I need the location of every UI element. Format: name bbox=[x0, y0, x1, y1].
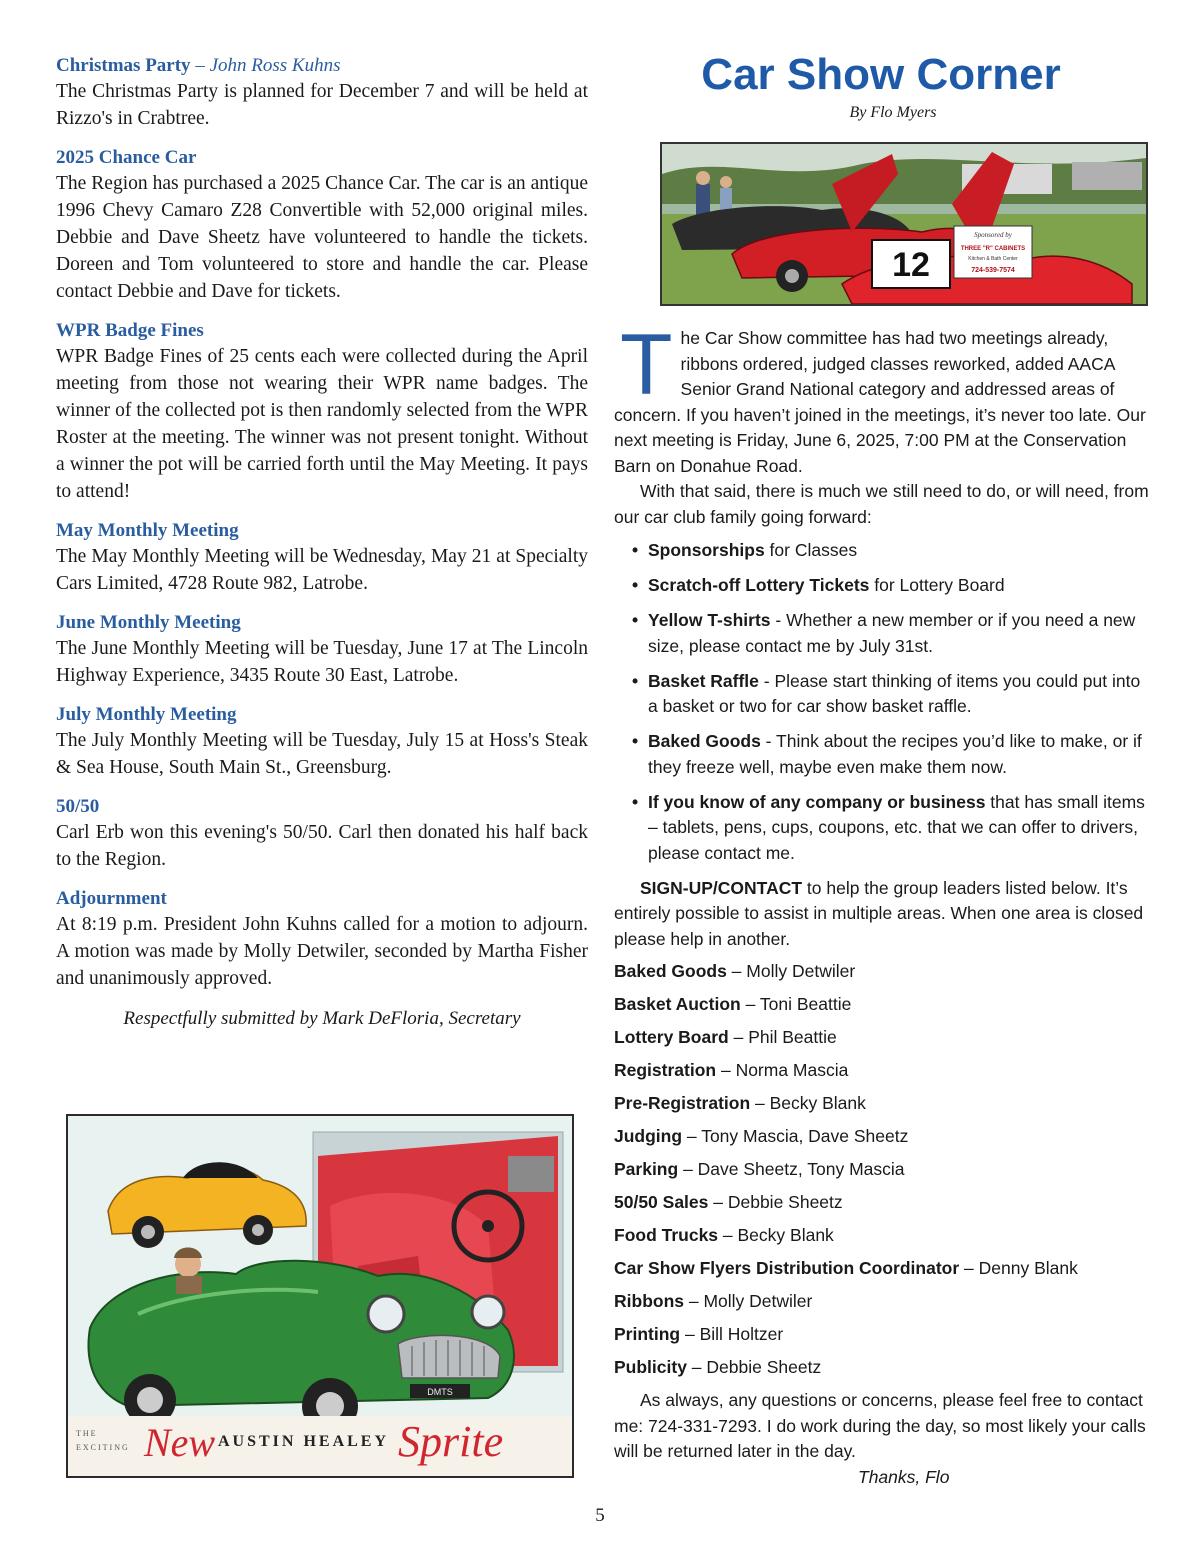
section-body: The July Monthly Meeting will be Tuesday, July 15 at Hoss's Steak & Sea House, South Main St., Greensburg. bbox=[56, 730, 588, 778]
role-row: Car Show Flyers Distribution Coordinator – Denny Blank bbox=[614, 1258, 1078, 1278]
section-body: WPR Badge Fines of 25 cents each were collected during the April meeting from those not wearing their WPR name badges. The winner of the collected pot is then randomly selected from the WPR Roster at the meeting. The winner was not present tonight. Without a winner the pot will be carried forth until the May Meeting. It pays to attend! bbox=[56, 346, 588, 502]
sponsor-sign-line1: Sponsored by bbox=[974, 231, 1012, 239]
car-show-photo bbox=[660, 142, 1148, 306]
page-title: Car Show Corner bbox=[701, 50, 1061, 99]
sponsor-sign-line4: 724-539-7574 bbox=[971, 267, 1015, 274]
list-item: • Basket Raffle - Please start thinking of items you could put into a basket or two for car show basket raffle. bbox=[614, 669, 1150, 720]
poster-new-text: New bbox=[144, 1420, 216, 1465]
license-plate-text: DMTS bbox=[427, 1387, 453, 1397]
role-row: Printing – Bill Holtzer bbox=[614, 1324, 784, 1344]
intro-paragraph bbox=[614, 317, 1150, 479]
sponsor-sign-line3: Kitchen & Bath Center bbox=[968, 256, 1018, 262]
section-body: The May Monthly Meeting will be Wednesday, May 21 at Specialty Cars Limited, 4728 Route 982, Latrobe. bbox=[56, 546, 588, 594]
section-author: – John Ross Kuhns bbox=[190, 55, 341, 76]
secretary-signature: Respectfully submitted by Mark DeFloria, Secretary bbox=[123, 1008, 521, 1029]
group-leaders-list bbox=[614, 959, 1150, 1381]
role-row: Registration – Norma Mascia bbox=[614, 1060, 849, 1080]
section-body: The Region has purchased a 2025 Chance Car. The car is an antique 1996 Chevy Camaro Z28 Convertible with 52,000 original miles. Debbie and Dave Sheetz have volunteered to handle the tickets. Doreen and Tom volunteered to store and handle the car. Please contact Debbie and Dave for tickets. bbox=[56, 173, 588, 302]
role-row: Parking – Dave Sheetz, Tony Mascia bbox=[614, 1159, 905, 1179]
section-heading: Adjournment bbox=[56, 888, 167, 909]
christmas-section bbox=[56, 54, 588, 132]
signup-paragraph: SIGN-UP/CONTACT to help the group leaders listed below. It’s entirely possible to assist in multiple areas. When one area is closed please help in another. bbox=[614, 877, 1144, 949]
section-body: At 8:19 p.m. President John Kuhns called for a motion to adjourn. A motion was made by Molly Detwiler, seconded by Martha Fisher and unanimously approved. bbox=[56, 914, 588, 989]
role-row: 50/50 Sales – Debbie Sheetz bbox=[614, 1192, 843, 1212]
car-show-corner-header bbox=[612, 48, 1150, 122]
july-meeting-section bbox=[56, 703, 588, 781]
adjournment-section bbox=[56, 887, 588, 992]
poster-austin-healey-text: AUSTIN HEALEY bbox=[218, 1433, 390, 1450]
car-number-card: 12 bbox=[892, 246, 930, 284]
car-show-article bbox=[614, 317, 1150, 1490]
section-heading: 50/50 bbox=[56, 796, 100, 817]
sprite-illustration bbox=[68, 1116, 572, 1476]
section-body: Carl Erb won this evening's 50/50. Carl then donated his half back to the Region. bbox=[56, 822, 588, 870]
list-item: • Baked Goods - Think about the recipes you’d like to make, or if they freeze well, maybe even make them now. bbox=[614, 729, 1150, 780]
poster-exciting-text: EXCITING bbox=[76, 1443, 130, 1452]
austin-healey-sprite-poster bbox=[66, 1114, 574, 1478]
may-meeting-section bbox=[56, 519, 588, 597]
section-heading: WPR Badge Fines bbox=[56, 320, 204, 341]
role-row: Food Trucks – Becky Blank bbox=[614, 1225, 834, 1245]
role-row: Basket Auction – Toni Beattie bbox=[614, 994, 852, 1014]
sponsor-sign-line2: THREE "R" CABINETS bbox=[960, 246, 1026, 252]
role-row: Ribbons – Molly Detwiler bbox=[614, 1291, 813, 1311]
byline: By Flo Myers bbox=[849, 104, 937, 121]
role-row: Baked Goods – Molly Detwiler bbox=[614, 961, 856, 981]
list-item: • Yellow T-shirts - Whether a new member or if you need a new size, please contact me by July 31st. bbox=[614, 608, 1150, 659]
list-item: • If you know of any company or business that has small items – tablets, pens, cups, coupons, etc. that we can offer to drivers, please contact me. bbox=[614, 790, 1150, 867]
role-row: Judging – Tony Mascia, Dave Sheetz bbox=[614, 1126, 909, 1146]
poster-sprite-text: Sprite bbox=[398, 1417, 504, 1466]
section-heading: July Monthly Meeting bbox=[56, 704, 237, 725]
section-body: The June Monthly Meeting will be Tuesday, June 17 at The Lincoln Highway Experience, 3435 Route 30 East, Latrobe. bbox=[56, 638, 588, 686]
lead-paragraph: With that said, there is much we still need to do, or will need, from our car club family going forward: bbox=[614, 481, 1149, 527]
drop-cap: T bbox=[620, 317, 673, 413]
june-meeting-section bbox=[56, 611, 588, 689]
role-row: Publicity – Debbie Sheetz bbox=[614, 1357, 822, 1377]
list-item: • Sponsorships for Classes bbox=[614, 538, 1150, 564]
minutes-column bbox=[56, 54, 588, 1030]
role-row: Lottery Board – Phil Beattie bbox=[614, 1027, 837, 1047]
section-body: The Christmas Party is planned for December 7 and will be held at Rizzo's in Crabtree. bbox=[56, 81, 588, 129]
needs-list bbox=[614, 538, 1150, 866]
chance-car-section bbox=[56, 146, 588, 305]
section-heading: June Monthly Meeting bbox=[56, 612, 241, 633]
fifty-fifty-section bbox=[56, 795, 588, 873]
car-show-scene bbox=[662, 144, 1146, 304]
list-item: • Scratch-off Lottery Tickets for Lottery Board bbox=[614, 573, 1150, 599]
closing-paragraph: As always, any questions or concerns, please feel free to contact me: 724-331-7293. I do work during the day, so most likely your calls will be returned later in the day. bbox=[614, 1390, 1146, 1461]
role-row: Pre-Registration – Becky Blank bbox=[614, 1093, 866, 1113]
sign-off: Thanks, Flo bbox=[858, 1466, 950, 1487]
section-heading: May Monthly Meeting bbox=[56, 520, 239, 541]
section-heading: Christmas Party – John Ross Kuhns bbox=[56, 55, 341, 76]
badge-fines-section bbox=[56, 319, 588, 505]
section-heading: 2025 Chance Car bbox=[56, 147, 197, 168]
poster-the-text: THE bbox=[76, 1429, 98, 1438]
page-number: 5 bbox=[595, 1505, 605, 1526]
intro-text: he Car Show committee has had two meetings already, ribbons ordered, judged classes reworked, added AACA Senior Grand National category and addressed areas of concern. If you haven’t joined in the meetings, it’s never too late. Our next meeting is Friday, June 6, 2025, 7:00 PM at the Conservation Barn on Donahue Road. bbox=[614, 328, 1146, 476]
